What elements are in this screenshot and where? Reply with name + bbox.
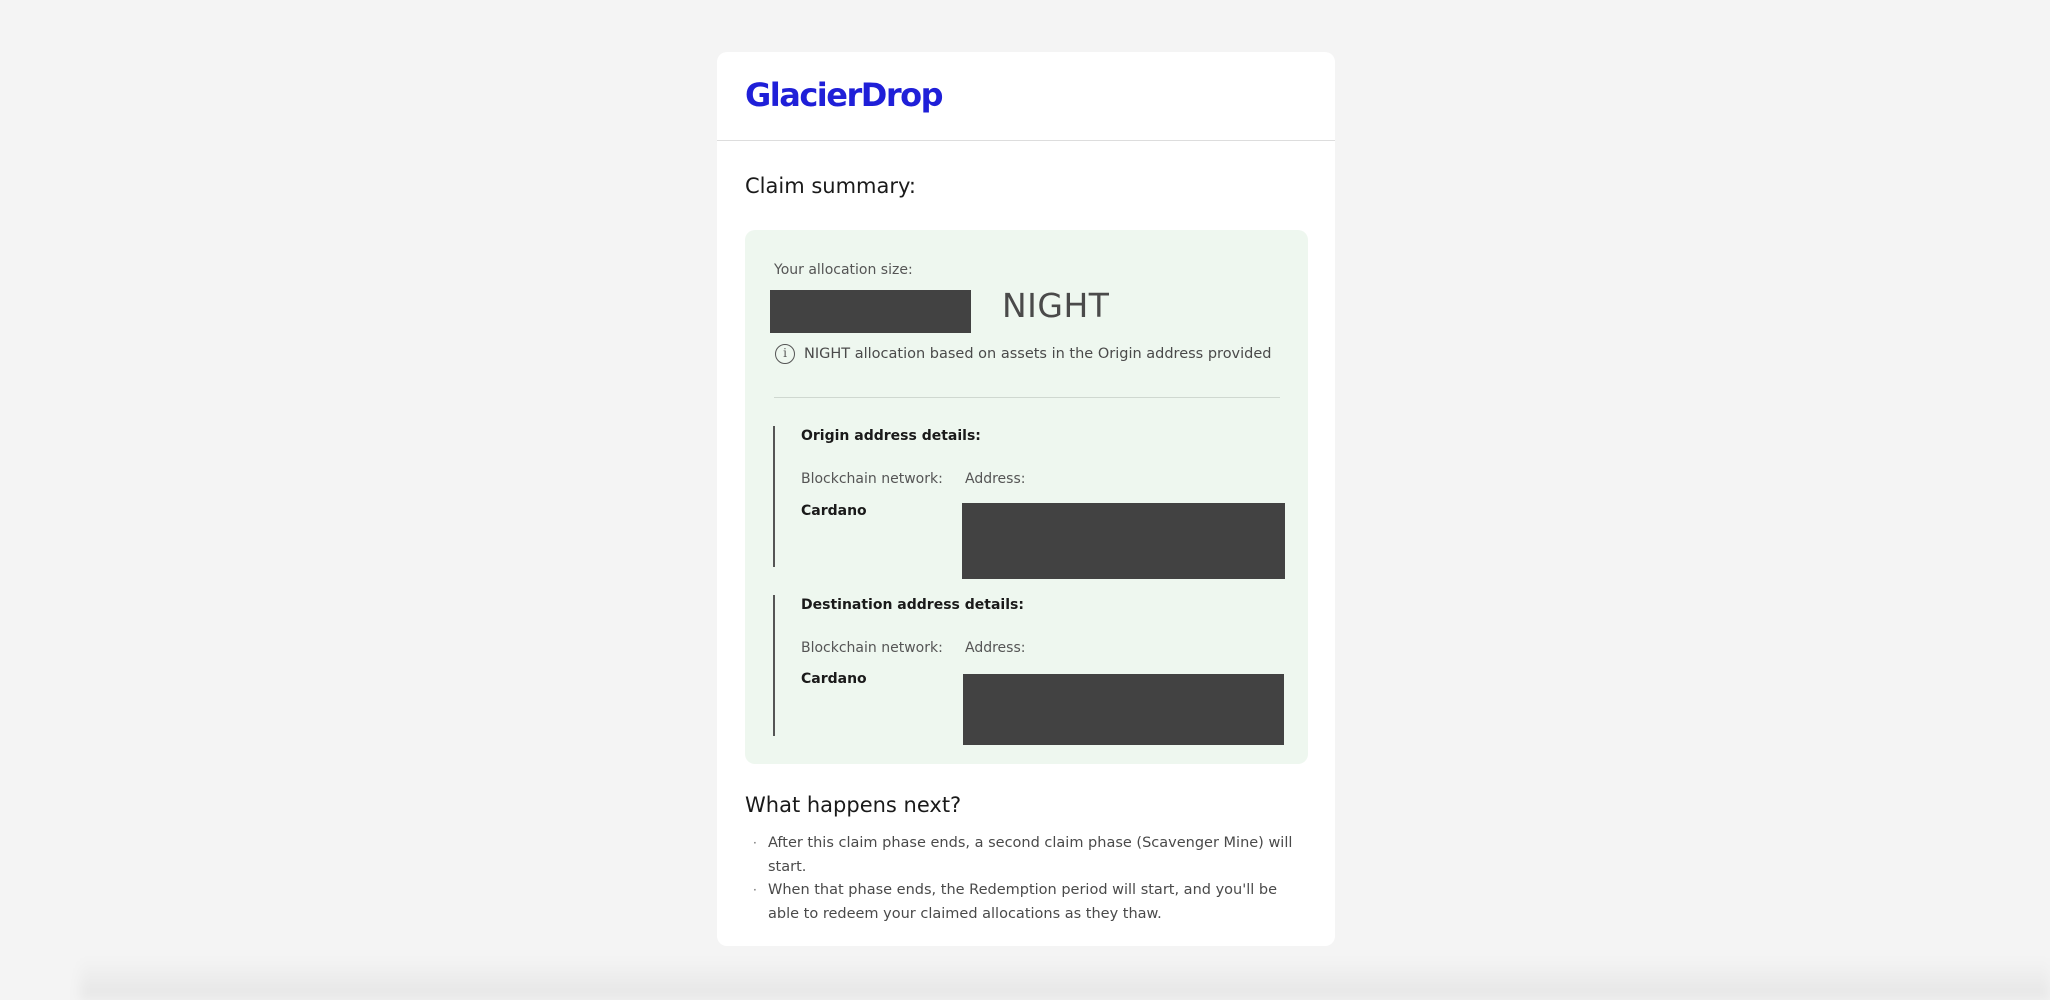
divider (774, 397, 1280, 398)
info-circle-icon: i (775, 344, 795, 364)
origin-network-value: Cardano (801, 503, 867, 519)
next-step-text: After this claim phase ends, a second claim phase (Scavenger Mine) will start. (768, 835, 1293, 875)
bottom-shadow (80, 958, 2050, 1000)
origin-address-label: Address: (965, 471, 1026, 487)
bullet-icon: · (753, 883, 757, 897)
destination-network-value: Cardano (801, 671, 867, 687)
token-label: NIGHT (1002, 286, 1110, 325)
next-step-text: When that phase ends, the Redemption period will start, and you'll be able to redeem your claimed allocations as they thaw. (768, 882, 1277, 922)
origin-address-block (773, 426, 1285, 567)
destination-address-block (773, 595, 1285, 736)
destination-address-label: Address: (965, 640, 1026, 656)
origin-network-label: Blockchain network: (801, 471, 943, 487)
bullet-icon: · (753, 836, 757, 850)
allocation-info (775, 344, 1272, 364)
destination-address-redacted (963, 674, 1284, 745)
list-item (753, 832, 1293, 879)
origin-address-redacted (962, 503, 1285, 579)
origin-address-title: Origin address details: (801, 428, 981, 444)
destination-address-title: Destination address details: (801, 597, 1024, 613)
next-steps-list (753, 832, 1293, 926)
allocation-info-text: NIGHT allocation based on assets in the Origin address provided (804, 346, 1272, 362)
claim-card (717, 52, 1335, 946)
claim-summary-title: Claim summary: (745, 174, 916, 198)
glacierdrop-logo[interactable]: GlacierDrop (745, 76, 942, 114)
allocation-amount-redacted (770, 290, 971, 333)
next-steps-title: What happens next? (745, 793, 962, 817)
allocation-label: Your allocation size: (774, 262, 913, 278)
summary-box (745, 230, 1308, 764)
card-header (717, 52, 1335, 141)
destination-network-label: Blockchain network: (801, 640, 943, 656)
list-item (753, 879, 1293, 926)
